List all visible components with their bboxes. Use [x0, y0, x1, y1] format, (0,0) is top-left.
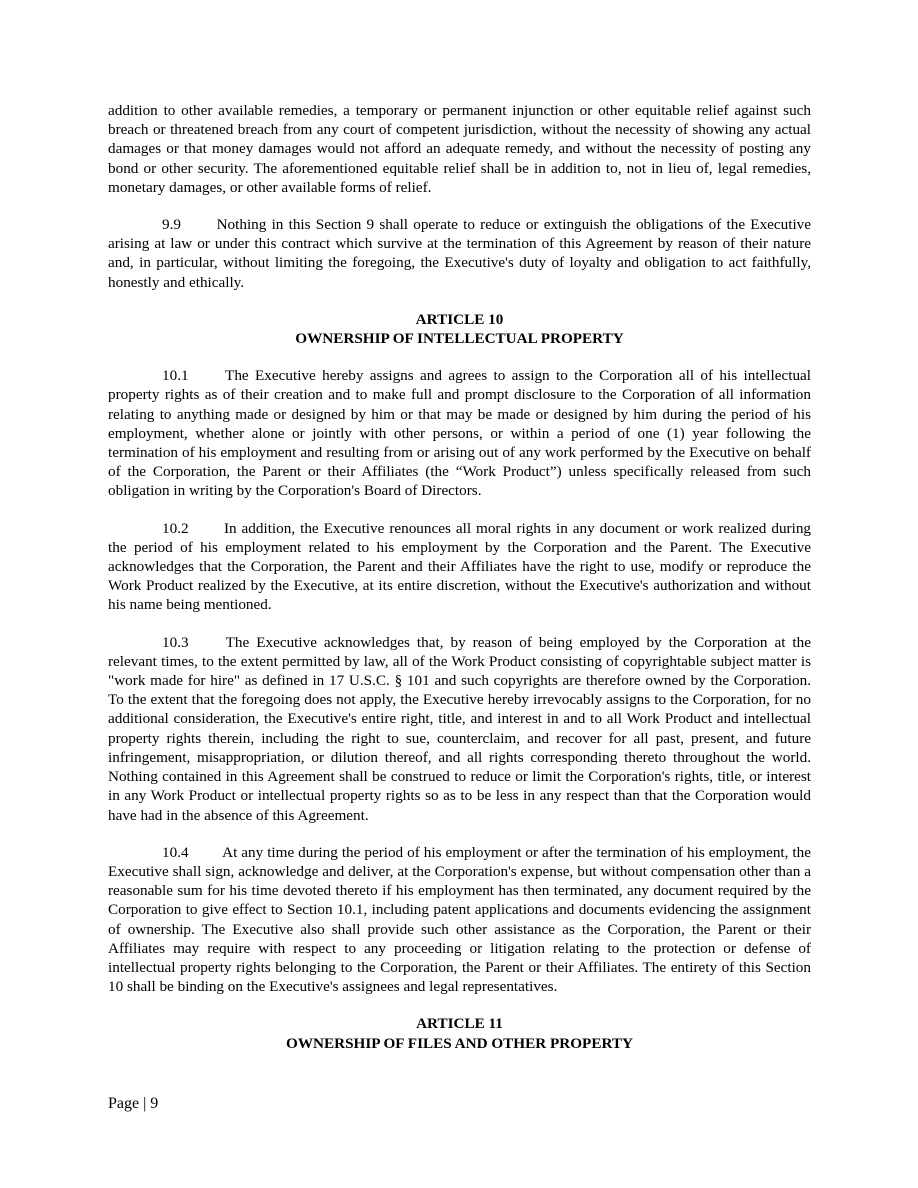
- section-10-1: [108, 366, 811, 500]
- article-10-heading: [108, 310, 811, 348]
- document-body: [108, 101, 811, 1071]
- section-number: 10.2: [162, 519, 189, 537]
- section-text: At any time during the period of his employment or after the termination of his employment, the Executive shall sign, acknowledge and deliver, at the Corporation's expense, but without compensation other than a reasonable sum for his time devoted thereto if his employment has then terminated, any document required by the Corporation to give effect to Section 10.1, including patent applications and documents evidencing the assignment of ownership. The Executive also shall provide such other assistance as the Corporation, the Parent or their Affiliates may require with respect to any proceeding or litigation relating to the protection or defense of intellectual property rights belonging to the Corporation, the Parent or their Affiliates. The entirety of this Section 10 shall be binding on the Executive's assignees and legal representatives.: [108, 843, 811, 996]
- section-number: 10.3: [162, 633, 189, 651]
- article-title: OWNERSHIP OF FILES AND OTHER PROPERTY: [286, 1034, 633, 1052]
- article-label: ARTICLE 10: [415, 310, 504, 328]
- article-11-heading: [108, 1014, 811, 1052]
- section-10-3: [108, 633, 811, 825]
- section-10-2: [108, 519, 811, 615]
- section-text: Nothing in this Section 9 shall operate to reduce or extinguish the obligations of the Executive arising at law or under this contract which survive at the termination of this Agreement by reason of their nature and, in particular, without limiting the foregoing, the Executive's duty of loyalty and obligation to act faithfully, honestly and ethically.: [108, 216, 812, 291]
- section-text: The Executive acknowledges that, by reason of being employed by the Corporation at the relevant times, to the extent permitted by law, all of the Work Product consisting of copyrightable subject matter is "work made for hire" as defined in 17 U.S.C. § 101 and such copyrights are therefore owned by the Corporation. To the extent that the foregoing does not apply, the Executive hereby irrevocably assigns to the Corporation, for no additional consideration, the Executive's entire right, title, and interest in and to all Work Product and intellectual property rights therein, including the right to sue, counterclaim, and recover for all past, present, and future infringement, misappropriation, or dilution thereof, and all rights corresponding thereto throughout the world. Nothing contained in this Agreement shall be construed to reduce or limit the Corporation's rights, title, or interest in any Work Product or intellectual property rights so as to be less in any respect than that the Corporation would have had in the absence of this Agreement.: [108, 633, 811, 824]
- section-text: The Executive hereby assigns and agrees to assign to the Corporation all of his intellectual property rights as of their creation and to make full and prompt disclosure to the Corporation of all information relating to anything made or designed by him or that may be made or designed by him during the period of his employment, whether alone or jointly with other persons, or within a period of one (1) year following the termination of his employment and resulting from or arising out of any work performed by the Executive on behalf of the Corporation, the Parent or their Affiliates (the “Work Product”) unless specifically released from such obligation in writing by the Corporation's Board of Directors.: [108, 367, 811, 500]
- section-number: 10.1: [162, 367, 189, 385]
- section-number: 10.4: [162, 843, 189, 861]
- article-label: ARTICLE 11: [416, 1015, 503, 1033]
- section-9-9: [108, 215, 811, 292]
- paragraph-continuation: addition to other available remedies, a temporary or permanent injunction or other equitable relief against such breach or threatened breach from any court of competent jurisdiction, without the necessity of showing any actual damages or that money damages would not afford an adequate remedy, and without the necessity of posting any bond or other security. The aforementioned equitable relief shall be in addition to, not in lieu of, legal remedies, monetary damages, or other available forms of relief.: [108, 102, 811, 196]
- section-number: 9.9: [162, 216, 181, 234]
- article-title: OWNERSHIP OF INTELLECTUAL PROPERTY: [295, 330, 624, 348]
- page-footer: [108, 1094, 158, 1114]
- section-10-4: [108, 843, 811, 997]
- page-number: Page | 9: [108, 1095, 159, 1112]
- section-text: In addition, the Executive renounces all moral rights in any document or work realized during the period of his employment related to his employment by the Corporation and the Parent. The Executive acknowledges that the Corporation, the Parent and their Affiliates have the right to use, modify or reproduce the Work Product realized by the Executive, at its entire discretion, without the Executive's authorization and without his name being mentioned.: [108, 519, 812, 614]
